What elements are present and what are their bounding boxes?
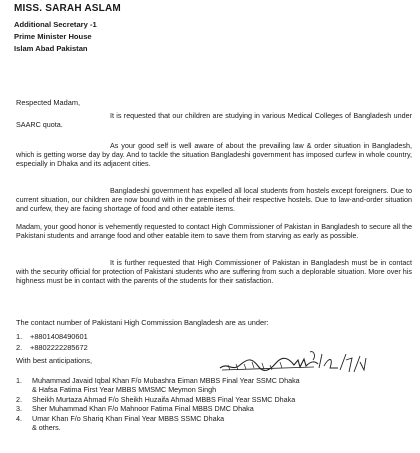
signer-index: 4. [16,413,22,423]
paragraph-2: As your good self is well aware of about the prevailing law & order situation in Bangladesh, which is getting worse day by day. And to tackle the situation Bangladeshi government has imposed curfew in whole country, especially in Dhaka and its adjacent cities. [16,141,412,168]
addressee-city: Islam Abad Pakistan [14,44,88,53]
signer-item [16,414,416,423]
signer-text: & others. [32,423,61,433]
contact-number-2 [16,343,88,352]
addressee-office: Prime Minister House [14,32,92,41]
signer-index: 3. [16,404,22,414]
signer-list [16,376,416,432]
contact-number-1 [16,332,88,341]
signer-item [16,395,416,404]
closing-line: With best anticipations, [16,356,92,365]
addressee-title: Additional Secretary -1 [14,20,97,29]
contact-index: 2. [16,343,23,352]
signer-text: & Hafsa Fatima First Year MBBS MMSMC Meymon Singh [32,385,217,395]
signer-text: Sheikh Murtaza Ahmad F/o Sheikh Huzaifa Ahmad MBBS Final Year SSMC Dhaka [32,394,296,404]
signer-item [16,404,416,413]
signer-text: Sher Muhammad Khan F/o Mahnoor Fatima Final MBBS DMC Dhaka [32,404,254,414]
signer-item-continued [16,423,416,432]
handwritten-signature [218,348,368,378]
signer-index: 1. [16,376,22,385]
signer-item-continued [16,385,416,394]
signer-text: Umar Khan F/o Shariq Khan Final Year MBBS SSMC Dhaka [32,413,225,423]
signer-text: Muhammad Javaid Iqbal Khan F/o Mubashra Eiman MBBS Final Year SSMC Dhaka [32,376,300,385]
contact-index: 1. [16,332,23,341]
paragraph-5: It is further requested that High Commissioner of Pakistan in Bangladesh must be in contact with the security official for protection of Pakistani students who are suffering from such a deplorable situation. More over his highness must be in contact with the parents of the students for their satisfaction. [16,258,412,285]
addressee-name: MISS. SARAH ASLAM [14,3,121,14]
paragraph-3: Bangladeshi government has expelled all local students from hostels except foreigners. Due to current situation, our children are now bound with in the premises of their respective hostels. Due to law-and-order situation and curfew, they are facing shortage of food and other eatable items. [16,186,412,213]
signer-item [16,376,416,385]
contact-value: +8802222285672 [30,343,88,352]
salutation: Respected Madam, [16,98,81,107]
paragraph-4: Madam, your good honor is vehemently requested to contact High Commissioner of Pakistan in Bangladesh to secure all the Pakistani students and arrange food and other eatable item to save them from starving as early as possible. [16,222,412,240]
signer-index: 2. [16,394,22,404]
contact-intro: The contact number of Pakistani High Commission Bangladesh are as under: [16,318,269,327]
contact-value: +8801408490601 [30,332,88,341]
paragraph-1: It is requested that our children are studying in various Medical Colleges of Bangladesh under SAARC quota. [16,111,412,129]
